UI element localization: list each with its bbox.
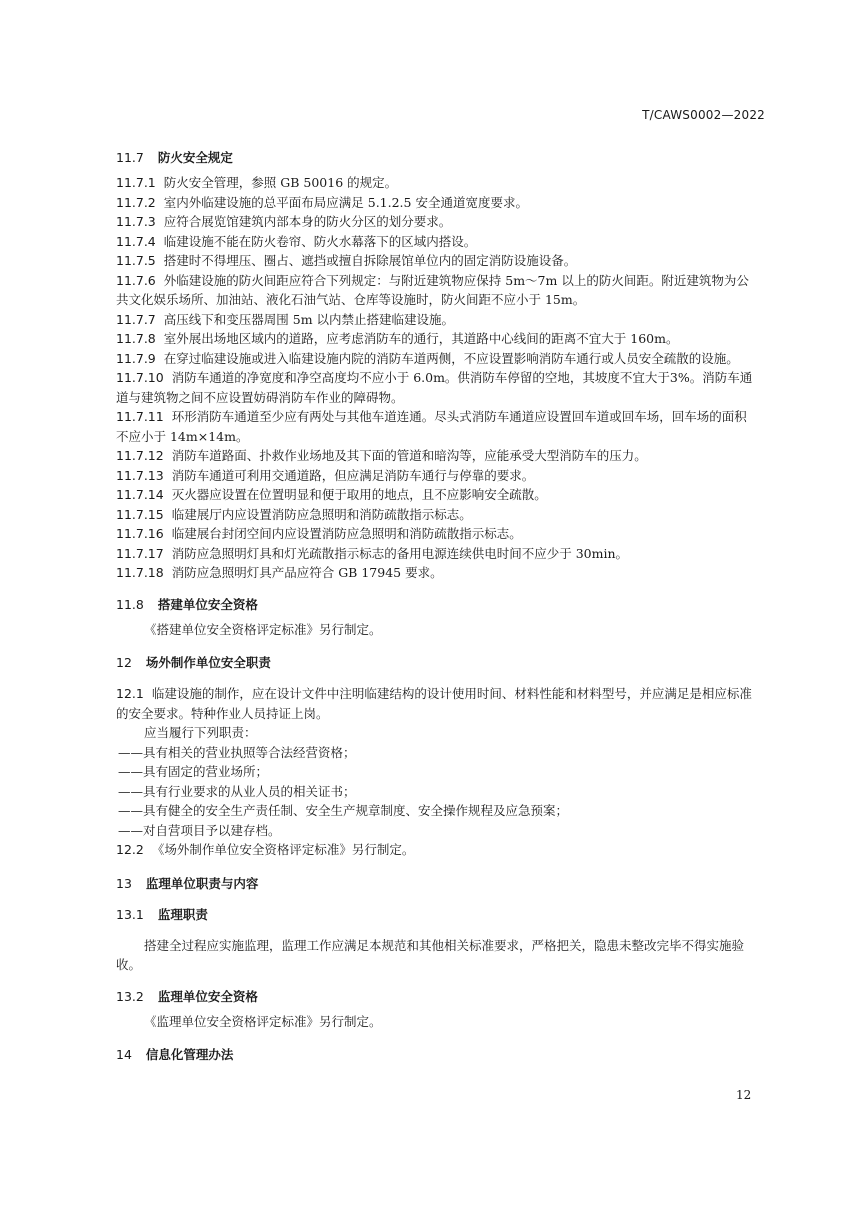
section-title: 防火安全规定: [157, 150, 233, 165]
duty-item: ——具有固定的营业场所；: [118, 764, 269, 779]
clause-text: 消防应急照明灯具产品应符合 GB 17945 要求。: [171, 565, 443, 580]
clause-number: 11.7.1: [116, 175, 156, 190]
section-number: 11.8: [116, 596, 144, 612]
duties-intro: 应当履行下列职责：: [144, 725, 257, 740]
clause-text: 灭火器应设置在位置明显和便于取用的地点，且不应影响安全疏散。: [171, 487, 547, 502]
clause-item: [116, 524, 756, 544]
clause-text: 在穿过临建设施或进入临建设施内院的消防车道两侧，不应设置影响消防车通行或人员安全疏散的设施。: [163, 350, 739, 366]
duty-list: [116, 743, 756, 841]
clause-item: [116, 349, 756, 369]
section-number: 11.7: [116, 150, 144, 165]
clause-number: 11.7.15: [116, 506, 164, 522]
clause-item: [116, 251, 756, 271]
clause-item: [116, 212, 756, 232]
clause-text: 室内外临建设施的总平面布局应满足 5.1.2.5 安全通道宽度要求。: [163, 194, 528, 210]
clause-text: 《场外制作单位安全资格评定标准》另行制定。: [151, 842, 415, 857]
page-number: 12: [736, 1088, 752, 1102]
clause-number: 12.2: [116, 842, 144, 857]
section-number: 13.1: [116, 906, 144, 922]
page-body: [116, 148, 756, 1064]
section-title: 场外制作单位安全职责: [145, 655, 271, 670]
duty-item: ——具有行业要求的从业人员的相关证书；: [118, 783, 356, 799]
clause-text: 临建展厅内应设置消防应急照明和消防疏散指示标志。: [171, 506, 472, 522]
section-title: 监理职责: [157, 906, 208, 922]
clause-number: 11.7.8: [116, 331, 156, 346]
clause-list: [116, 173, 756, 583]
clause-number: 11.7.2: [116, 194, 156, 210]
clause-text: 室外展出场地区域内的道路，应考虑消防车的通行，其道路中心线间的距离不宜大于 160m。: [163, 331, 679, 346]
clause-number: 11.7.9: [116, 350, 156, 366]
clause-item: [116, 563, 756, 583]
section-number: 14: [116, 1047, 132, 1062]
clause-text: 应符合展览馆建筑内部本身的防火分区的划分要求。: [163, 214, 452, 229]
clause-item: [116, 173, 756, 193]
clause-number: 11.7.7: [116, 311, 156, 327]
section-heading-14: [116, 1045, 756, 1064]
clause-text: 消防应急照明灯具和灯光疏散指示标志的备用电源连续供电时间不应少于 30min。: [171, 545, 629, 561]
clause-item: [116, 446, 756, 466]
clause-number: 11.7.12: [116, 448, 164, 463]
clause-item: [116, 329, 756, 349]
section-heading-11-7: [116, 148, 756, 167]
paragraph: 《监理单位安全资格评定标准》另行制定。: [144, 1013, 382, 1029]
duty-item: ——具有相关的营业执照等合法经营资格；: [118, 744, 356, 760]
clause-number: 11.7.3: [116, 214, 156, 229]
clause-12-2: [116, 840, 756, 860]
clause-item: [116, 505, 756, 525]
clause-item: [116, 544, 756, 564]
duty-item: ——具有健全的安全生产责任制、安全生产规章制度、安全操作规程及应急预案；: [118, 803, 569, 818]
clause-number: 11.7.16: [116, 526, 164, 541]
clause-item: [116, 485, 756, 505]
section-title: 信息化管理办法: [145, 1047, 234, 1062]
section-heading-11-8: [116, 595, 756, 614]
paragraph: 搭建全过程应实施监理，监理工作应满足本规范和其他相关标准要求，严格把关，隐患未整改完毕不得实施验收。: [116, 937, 745, 972]
clause-text: 消防车道路面、扑救作业场地及其下面的管道和暗沟等，应能承受大型消防车的压力。: [171, 448, 647, 463]
subsection-heading-13-1: [116, 905, 756, 924]
clause-number: 12.1: [116, 686, 144, 701]
paragraph: 《搭建单位安全资格评定标准》另行制定。: [144, 621, 382, 637]
clause-text: 临建展台封闭空间内应设置消防应急照明和消防疏散指示标志。: [171, 526, 522, 541]
clause-number: 11.7.10: [116, 370, 164, 385]
clause-number: 11.7.11: [116, 409, 164, 424]
document-code: T/CAWS0002—2022: [642, 108, 765, 122]
clause-item: [116, 232, 756, 252]
clause-item: [116, 271, 756, 310]
clause-text: 消防车通道的净宽度和净空高度均不应小于 6.0m。供消防车停留的空地，其坡度不宜大于3%。消防车通道与建筑物之间不应设置妨碍消防车作业的障碍物。: [116, 370, 753, 405]
clause-number: 11.7.18: [116, 565, 164, 580]
clause-number: 11.7.6: [116, 272, 156, 288]
clause-text: 搭建时不得埋压、圈占、遮挡或擅自拆除展馆单位内的固定消防设施设备。: [163, 253, 577, 268]
section-number: 13.2: [116, 988, 144, 1004]
clause-number: 11.7.17: [116, 545, 164, 561]
section-number: 12: [116, 655, 132, 670]
section-heading-12: [116, 653, 756, 672]
subsection-heading-13-2: [116, 987, 756, 1006]
clause-text: 临建设施的制作，应在设计文件中注明临建结构的设计使用时间、材料性能和材料型号，并应满足是相应标准的安全要求。特种作业人员持证上岗。: [116, 686, 752, 721]
section-title: 搭建单位安全资格: [157, 596, 258, 612]
clause-item: [116, 407, 756, 446]
clause-text: 临建设施不能在防火卷帘、防火水幕落下的区域内搭设。: [163, 233, 477, 249]
clause-number: 11.7.14: [116, 487, 164, 502]
section-heading-13: [116, 874, 756, 893]
clause-text: 环形消防车通道至少应有两处与其他车道连通。尽头式消防车通道应设置回车道或回车场，回车场的面积不应小于 14m×14m。: [116, 409, 747, 444]
clause-text: 消防车通道可利用交通道路，但应满足消防车通行与停靠的要求。: [171, 467, 535, 483]
clause-12-1: [116, 684, 756, 723]
clause-text: 高压线下和变压器周围 5m 以内禁止搭建临建设施。: [163, 311, 455, 327]
clause-item: [116, 310, 756, 330]
clause-text: 防火安全管理，参照 GB 50016 的规定。: [163, 175, 398, 190]
section-title: 监理单位职责与内容: [145, 875, 259, 891]
section-title: 监理单位安全资格: [157, 988, 258, 1004]
clause-item: [116, 368, 756, 407]
duty-item: ——对自营项目予以建存档。: [118, 822, 281, 838]
clause-item: [116, 193, 756, 213]
clause-text: 外临建设施的防火间距应符合下列规定：与附近建筑物应保持 5m～7m 以上的防火间距。附近建筑物为公共文化娱乐场所、加油站、液化石油气站、仓库等设施时，防火间距不应小于 15m。: [116, 272, 749, 307]
clause-item: [116, 466, 756, 486]
section-number: 13: [116, 875, 132, 891]
clause-number: 11.7.4: [116, 233, 156, 249]
clause-number: 11.7.13: [116, 467, 164, 483]
clause-number: 11.7.5: [116, 253, 156, 268]
